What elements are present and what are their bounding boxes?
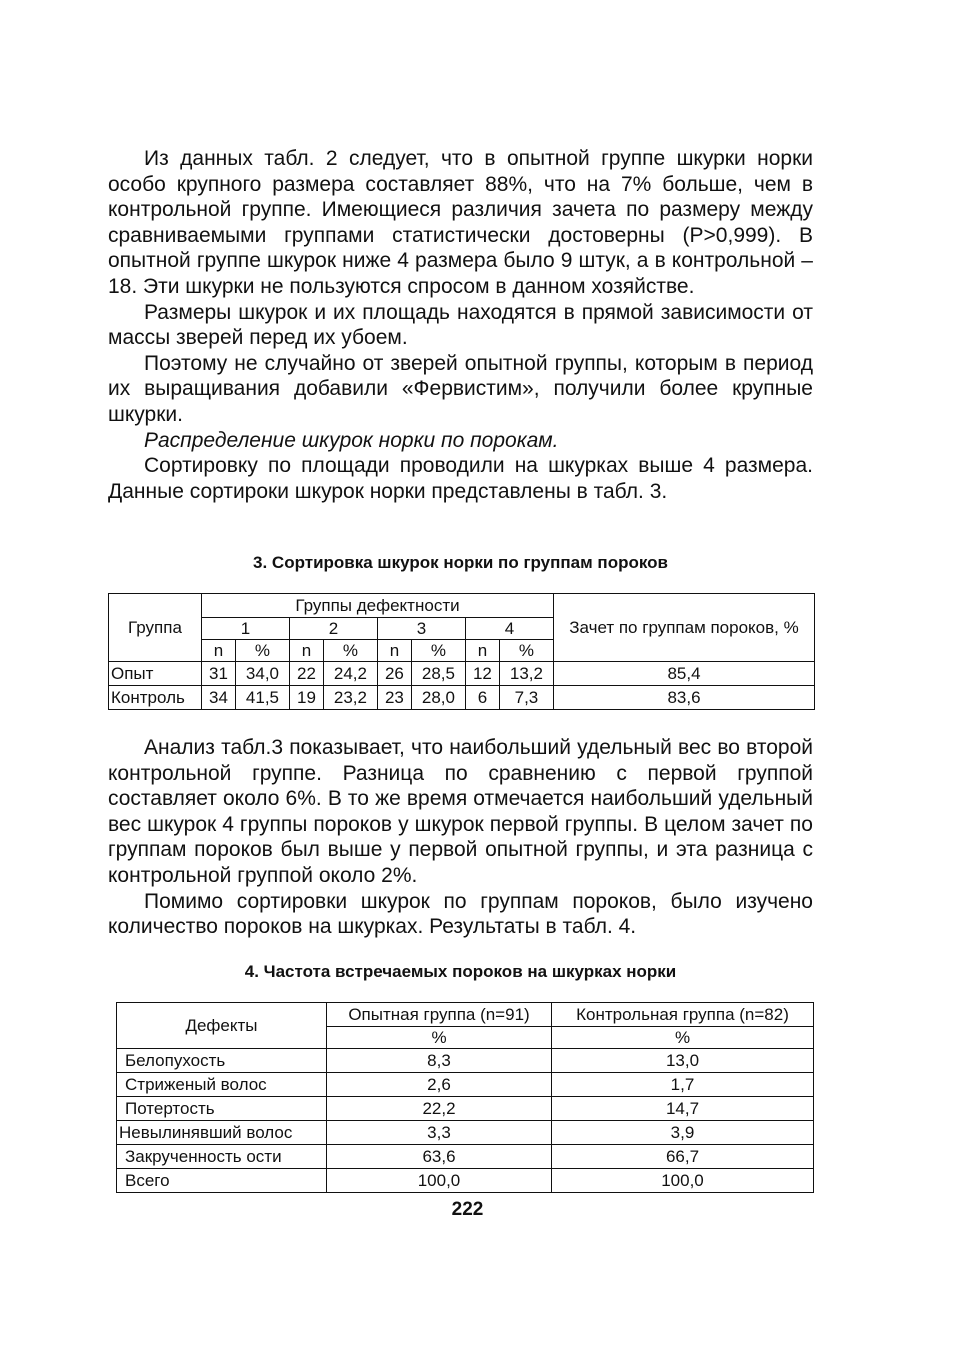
table3-score: 85,4 xyxy=(554,662,815,686)
table3-sub-pct: % xyxy=(235,640,289,662)
paragraph: Из данных табл. 2 следует, что в опытной группе шкурки норки особо крупного размера составляет 88%, что на 7% больше, чем в контрольной группе. Имеющиеся различия зачета по размеру между сравниваемыми группами статистически достоверны (Р>0,999). В опытной группе шкурок ниже 4 размера было 9 штук, а в контрольной – 18. Эти шкурки не пользуются спросом в данном хозяйстве. xyxy=(108,147,813,298)
table-row xyxy=(117,1049,814,1073)
table3-sub-pct: % xyxy=(411,640,465,662)
table-row xyxy=(117,1145,814,1169)
table3 xyxy=(108,593,815,710)
table4-cell-exp: 3,3 xyxy=(327,1121,552,1145)
table4-cell-ctrl: 13,0 xyxy=(552,1049,814,1073)
table3-cell: 7,3 xyxy=(499,686,553,710)
page-number: 222 xyxy=(451,1199,484,1220)
table-row xyxy=(109,662,815,686)
table-row xyxy=(117,1073,814,1097)
table3-cell: 6 xyxy=(465,686,499,710)
table3-cell: 34,0 xyxy=(235,662,289,686)
table4-row-name: Белопухость xyxy=(117,1049,327,1073)
table3-cell: 31 xyxy=(202,662,236,686)
table3-cell: 12 xyxy=(465,662,499,686)
paragraph: Помимо сортировки шкурок по группам пороков, было изучено количество пороков на шкурках. Результаты в табл. 4. xyxy=(108,889,813,939)
table3-sub-pct: % xyxy=(499,640,553,662)
table3-defect-group: 1 xyxy=(202,618,290,640)
table4-cell-ctrl: 100,0 xyxy=(552,1169,814,1193)
table4-row-name: Невылинявший волос xyxy=(117,1121,327,1145)
table4-unit: % xyxy=(552,1027,814,1049)
table-row xyxy=(109,686,815,710)
table3-cell: 22 xyxy=(289,662,323,686)
table4-row-name: Потертость xyxy=(117,1097,327,1121)
paragraph: Сортировку по площади проводили на шкурках выше 4 размера. Данные сортироки шкурок норки представлены в табл. 3. xyxy=(108,454,813,503)
table4-caption: 4. Частота встречаемых пороков на шкурках норки xyxy=(244,962,677,981)
table4 xyxy=(116,1002,814,1193)
table3-row-name: Опыт xyxy=(109,662,202,686)
table3-cell: 28,5 xyxy=(411,662,465,686)
paragraph: Размеры шкурок и их площадь находятся в прямой зависимости от массы зверей перед их убоем. xyxy=(108,300,813,350)
table3-cell: 13,2 xyxy=(499,662,553,686)
table4-cell-ctrl: 3,9 xyxy=(552,1121,814,1145)
table3-header-score: Зачет по группам пороков, % xyxy=(554,594,815,662)
table4-cell-ctrl: 1,7 xyxy=(552,1073,814,1097)
table3-sub-n: n xyxy=(289,640,323,662)
table3-sub-n: n xyxy=(377,640,411,662)
table3-cell: 19 xyxy=(289,686,323,710)
table4-cell-exp: 2,6 xyxy=(327,1073,552,1097)
table3-header-defects: Группы дефектности xyxy=(202,594,554,618)
table-row xyxy=(117,1121,814,1145)
table4-cell-ctrl: 14,7 xyxy=(552,1097,814,1121)
table3-cell: 34 xyxy=(202,686,236,710)
table3-cell: 23,2 xyxy=(323,686,377,710)
table3-cell: 24,2 xyxy=(323,662,377,686)
table4-cell-exp: 63,6 xyxy=(327,1145,552,1169)
table3-sub-n: n xyxy=(202,640,236,662)
table4-unit: % xyxy=(327,1027,552,1049)
table3-defect-group: 3 xyxy=(377,618,465,640)
table4-row-name: Закрученность ости xyxy=(117,1145,327,1169)
table3-row-name: Контроль xyxy=(109,686,202,710)
table4-row-name: Стриженый волос xyxy=(117,1073,327,1097)
table4-header-ctrl: Контрольная группа (n=82) xyxy=(552,1003,814,1027)
table3-sub-n: n xyxy=(465,640,499,662)
table4-cell-exp: 100,0 xyxy=(327,1169,552,1193)
table3-caption: 3. Сортировка шкурок норки по группам пороков xyxy=(253,553,668,572)
table3-score: 83,6 xyxy=(554,686,815,710)
table-row xyxy=(117,1097,814,1121)
paragraph: Поэтому не случайно от зверей опытной группы, которым в период их выращивания добавили «Фервистим», получили более крупные шкурки. xyxy=(108,351,813,426)
text-block-middle xyxy=(108,735,813,940)
table3-header-group: Группа xyxy=(109,594,202,662)
table4-cell-ctrl: 66,7 xyxy=(552,1145,814,1169)
table4-cell-exp: 22,2 xyxy=(327,1097,552,1121)
paragraph: Анализ табл.3 показывает, что наибольший удельный вес во второй контрольной группе. Разница по сравнению с первой группой составляет около 6%. В то же время отмечается наибольший удельный вес шкурок 4 группы пороков у шкурок первой группы. В целом зачет по группам пороков был выше у первой опытной группы, и эта разница с контрольной группой около 2%. xyxy=(108,736,813,887)
table3-defect-group: 2 xyxy=(289,618,377,640)
table4-header-exp: Опытная группа (n=91) xyxy=(327,1003,552,1027)
table3-cell: 26 xyxy=(377,662,411,686)
table3-sub-pct: % xyxy=(323,640,377,662)
table3-cell: 28,0 xyxy=(411,686,465,710)
table4-header-defects: Дефекты xyxy=(117,1003,327,1049)
table3-cell: 41,5 xyxy=(235,686,289,710)
table4-row-name: Всего xyxy=(117,1169,327,1193)
text-block-top xyxy=(108,146,813,504)
table4-cell-exp: 8,3 xyxy=(327,1049,552,1073)
section-subheading: Распределение шкурок норки по порокам. xyxy=(144,428,559,452)
table-row xyxy=(117,1169,814,1193)
table3-defect-group: 4 xyxy=(465,618,553,640)
table3-cell: 23 xyxy=(377,686,411,710)
